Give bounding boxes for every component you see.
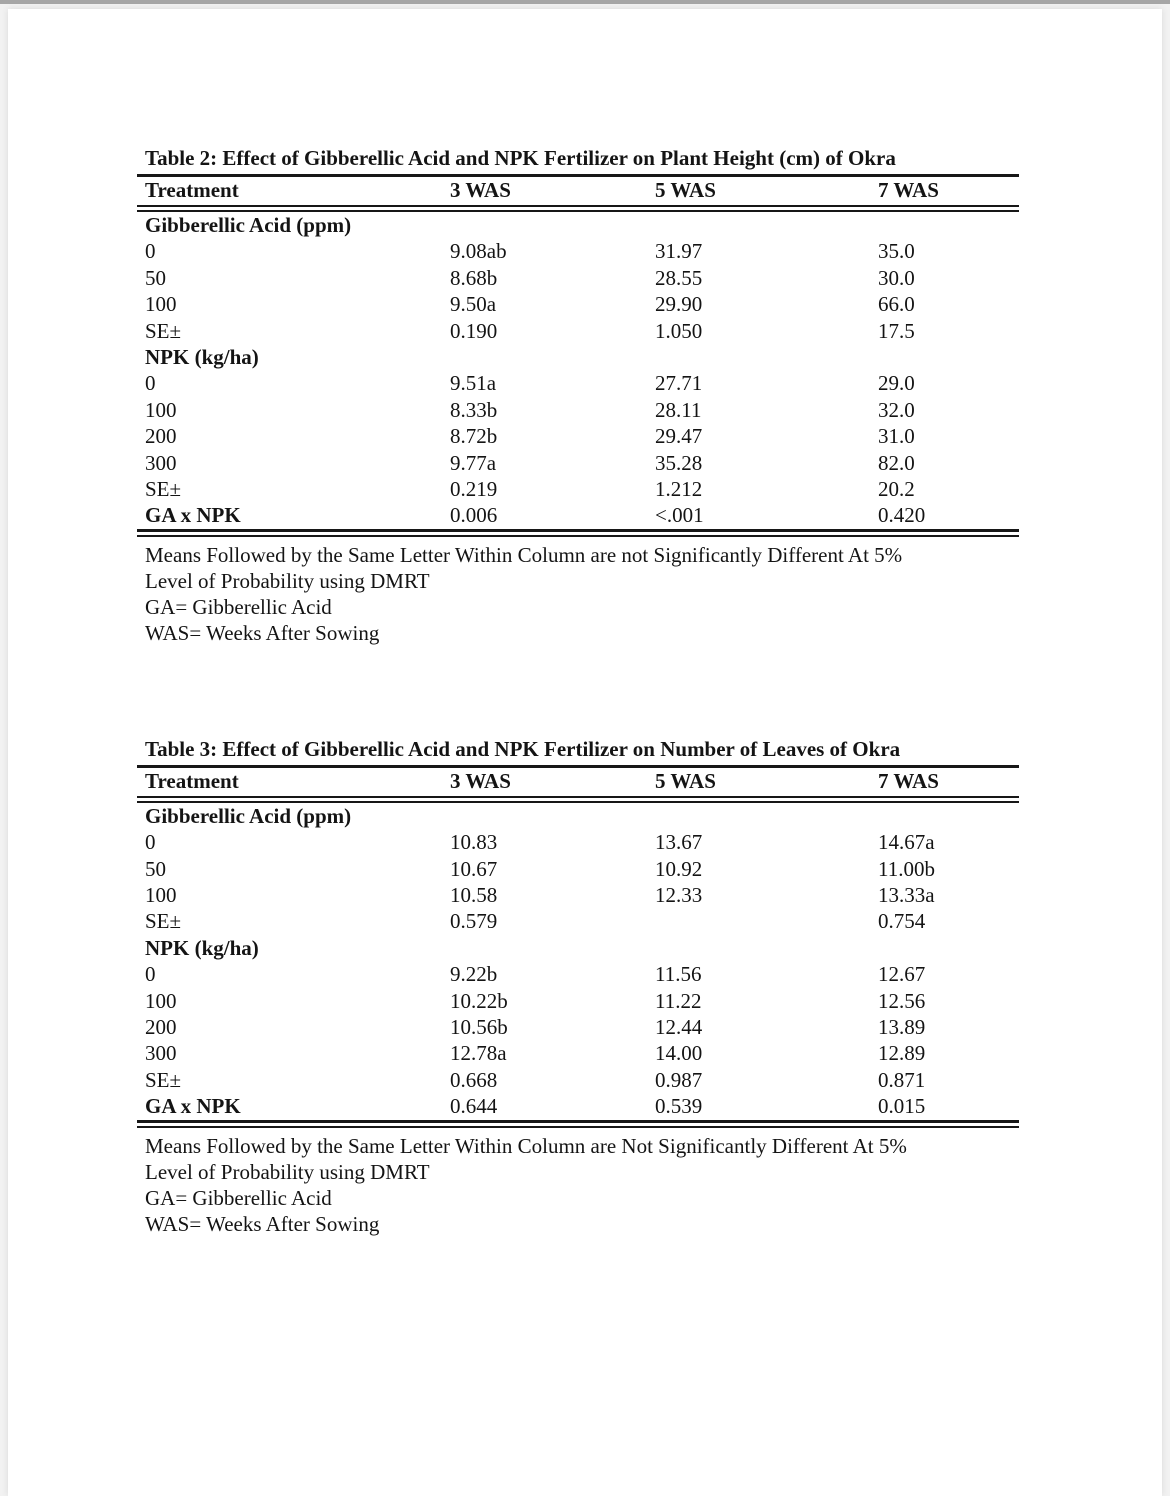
window-top-edge xyxy=(0,0,1170,4)
value-cell: 11.00b xyxy=(878,856,935,881)
table-rule xyxy=(137,796,1019,803)
value-cell: 28.11 xyxy=(655,397,702,422)
value-cell: 9.22b xyxy=(450,962,498,987)
section-label-npk: NPK (kg/ha) xyxy=(145,345,259,370)
value-cell: 0.668 xyxy=(450,1067,498,1092)
treatment-cell: 0 xyxy=(145,239,156,264)
value-cell: 12.44 xyxy=(655,1014,703,1039)
value-cell: 0.871 xyxy=(878,1067,926,1092)
table-row xyxy=(137,988,1019,1014)
value-cell: 31.0 xyxy=(878,424,915,449)
document-page xyxy=(8,9,1162,1496)
section-label-npk: NPK (kg/ha) xyxy=(145,935,259,960)
value-cell: 8.33b xyxy=(450,397,498,422)
value-cell: 35.0 xyxy=(878,239,915,264)
table-row xyxy=(137,423,1019,449)
footnote-line: Level of Probability using DMRT xyxy=(145,569,430,594)
column-header-5was: 5 WAS xyxy=(655,768,716,793)
treatment-cell: 100 xyxy=(145,292,177,317)
value-cell: 31.97 xyxy=(655,239,703,264)
table-row xyxy=(137,1040,1019,1066)
value-cell: 8.72b xyxy=(450,424,498,449)
table-row xyxy=(137,370,1019,396)
table-row-ga-x-npk xyxy=(137,1093,1019,1119)
table-row xyxy=(137,961,1019,987)
treatment-cell: 0 xyxy=(145,962,156,987)
value-cell: 29.0 xyxy=(878,371,915,396)
treatment-cell: 0 xyxy=(145,830,156,855)
column-header-treatment: Treatment xyxy=(145,178,239,202)
value-cell: 1.212 xyxy=(655,477,703,502)
table-2-header-row xyxy=(137,177,1019,204)
value-cell: 29.90 xyxy=(655,292,703,317)
value-cell: 10.83 xyxy=(450,830,498,855)
value-cell: 10.56b xyxy=(450,1014,508,1039)
table-row xyxy=(137,318,1019,344)
value-cell: 14.67a xyxy=(878,830,935,855)
value-cell: 13.33a xyxy=(878,882,935,907)
value-cell: 35.28 xyxy=(655,450,703,475)
value-cell: 11.22 xyxy=(655,988,702,1013)
value-cell: 10.22b xyxy=(450,988,508,1013)
table-row xyxy=(137,397,1019,423)
treatment-cell: 100 xyxy=(145,882,177,907)
table-row xyxy=(137,450,1019,476)
section-label-gibberellic-acid: Gibberellic Acid (ppm) xyxy=(145,803,352,828)
value-cell: 17.5 xyxy=(878,318,915,343)
value-cell: 12.56 xyxy=(878,988,926,1013)
footnote-line: Means Followed by the Same Letter Within Column are Not Significantly Different At 5% xyxy=(145,1133,907,1158)
table-2-title: Table 2: Effect of Gibberellic Acid and NPK Fertilizer on Plant Height (cm) of Okra xyxy=(145,146,896,170)
value-cell: 0.539 xyxy=(655,1094,703,1119)
table-row xyxy=(137,291,1019,317)
section-label-gibberellic-acid: Gibberellic Acid (ppm) xyxy=(145,213,352,237)
footnote-line: GA= Gibberellic Acid xyxy=(145,1185,332,1210)
value-cell: 10.92 xyxy=(655,856,703,881)
value-cell: 14.00 xyxy=(655,1041,703,1066)
footnote-line: WAS= Weeks After Sowing xyxy=(145,621,380,646)
value-cell: 10.58 xyxy=(450,882,498,907)
column-header-7was: 7 WAS xyxy=(878,178,939,202)
value-cell: 28.55 xyxy=(655,265,703,290)
table-rule xyxy=(137,529,1019,537)
table-row xyxy=(137,856,1019,882)
value-cell: 9.77a xyxy=(450,450,497,475)
value-cell: 0.006 xyxy=(450,503,498,528)
treatment-cell: SE± xyxy=(145,477,182,502)
treatment-cell: 200 xyxy=(145,1014,177,1039)
treatment-cell: SE± xyxy=(145,318,182,343)
table-rule xyxy=(137,1120,1019,1128)
value-cell: 13.89 xyxy=(878,1014,926,1039)
column-header-7was: 7 WAS xyxy=(878,768,939,793)
page-content xyxy=(8,9,1162,1237)
column-header-3was: 3 WAS xyxy=(450,178,511,202)
value-cell: 9.50a xyxy=(450,292,497,317)
value-cell: 0.015 xyxy=(878,1094,926,1119)
table-2-footnotes xyxy=(137,542,1019,647)
table-row-ga-x-npk xyxy=(137,502,1019,528)
column-header-3was: 3 WAS xyxy=(450,768,511,793)
treatment-cell: SE± xyxy=(145,909,182,934)
table-row xyxy=(137,476,1019,502)
value-cell: 32.0 xyxy=(878,397,915,422)
table-row xyxy=(137,1067,1019,1093)
table-row xyxy=(137,238,1019,264)
value-cell: 0.754 xyxy=(878,909,926,934)
table-3-title: Table 3: Effect of Gibberellic Acid and NPK Fertilizer on Number of Leaves of Okra xyxy=(145,736,901,761)
treatment-cell: GA x NPK xyxy=(145,503,241,528)
treatment-cell: 50 xyxy=(145,265,166,290)
value-cell: 13.67 xyxy=(655,830,703,855)
treatment-cell: 100 xyxy=(145,988,177,1013)
table-3-header-row xyxy=(137,768,1019,795)
treatment-cell: 50 xyxy=(145,856,166,881)
footnote-line: WAS= Weeks After Sowing xyxy=(145,1212,380,1237)
table-row xyxy=(137,908,1019,934)
table-rule xyxy=(137,205,1019,212)
value-cell: 9.51a xyxy=(450,371,497,396)
value-cell: 11.56 xyxy=(655,962,702,987)
value-cell: 12.67 xyxy=(878,962,926,987)
treatment-cell: GA x NPK xyxy=(145,1094,241,1119)
treatment-cell: 300 xyxy=(145,1041,177,1066)
footnote-line: Means Followed by the Same Letter Within Column are not Significantly Different At 5% xyxy=(145,542,903,567)
value-cell: 12.33 xyxy=(655,882,703,907)
value-cell: 66.0 xyxy=(878,292,915,317)
value-cell: 12.89 xyxy=(878,1041,926,1066)
value-cell: 20.2 xyxy=(878,477,915,502)
table-row xyxy=(137,829,1019,855)
table-3-footnotes xyxy=(137,1133,1019,1238)
treatment-cell: SE± xyxy=(145,1067,182,1092)
value-cell: 29.47 xyxy=(655,424,703,449)
value-cell: 1.050 xyxy=(655,318,703,343)
treatment-cell: 0 xyxy=(145,371,156,396)
value-cell: <.001 xyxy=(655,503,704,528)
value-cell: 0.219 xyxy=(450,477,498,502)
column-header-treatment: Treatment xyxy=(145,768,239,793)
treatment-cell: 300 xyxy=(145,450,177,475)
table-row xyxy=(137,265,1019,291)
table-2 xyxy=(137,146,1019,647)
treatment-cell: 200 xyxy=(145,424,177,449)
value-cell: 0.987 xyxy=(655,1067,703,1092)
value-cell: 8.68b xyxy=(450,265,498,290)
value-cell: 10.67 xyxy=(450,856,498,881)
treatment-cell: 100 xyxy=(145,397,177,422)
column-header-5was: 5 WAS xyxy=(655,178,716,202)
value-cell: 0.644 xyxy=(450,1094,498,1119)
table-row xyxy=(137,882,1019,908)
value-cell: 0.579 xyxy=(450,909,498,934)
value-cell: 12.78a xyxy=(450,1041,507,1066)
value-cell: 0.190 xyxy=(450,318,498,343)
value-cell: 0.420 xyxy=(878,503,926,528)
value-cell xyxy=(655,908,878,934)
value-cell: 9.08ab xyxy=(450,239,507,264)
table-3 xyxy=(137,737,1019,1238)
value-cell: 30.0 xyxy=(878,265,915,290)
footnote-line: GA= Gibberellic Acid xyxy=(145,595,332,620)
table-row xyxy=(137,1014,1019,1040)
value-cell: 27.71 xyxy=(655,371,703,396)
footnote-line: Level of Probability using DMRT xyxy=(145,1159,430,1184)
value-cell: 82.0 xyxy=(878,450,915,475)
